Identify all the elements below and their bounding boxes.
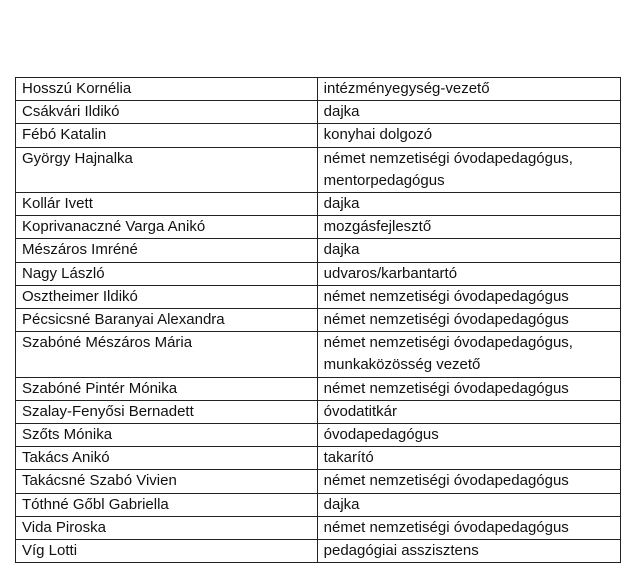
staff-name-cell: Koprivanaczné Varga Anikó: [16, 216, 318, 239]
table-row: [16, 262, 621, 285]
table-row: [16, 193, 621, 216]
table-row: [16, 147, 621, 192]
staff-role-cell: dajka: [317, 193, 620, 216]
staff-name-cell: Csákvári Ildikó: [16, 101, 318, 124]
staff-table-body: [16, 78, 621, 563]
table-row: [16, 400, 621, 423]
staff-name-cell: Tóthné Gőbl Gabriella: [16, 493, 318, 516]
table-row: [16, 309, 621, 332]
staff-role-cell: német nemzetiségi óvodapedagógus, mentorpedagógus: [317, 147, 620, 192]
staff-role-cell: német nemzetiségi óvodapedagógus: [317, 470, 620, 493]
staff-name-cell: Szőts Mónika: [16, 424, 318, 447]
staff-name-cell: Szabóné Pintér Mónika: [16, 377, 318, 400]
staff-role-cell: német nemzetiségi óvodapedagógus: [317, 309, 620, 332]
staff-role-cell: intézményegység-vezető: [317, 78, 620, 101]
staff-name-cell: Szalay-Fenyősi Bernadett: [16, 400, 318, 423]
table-row: [16, 124, 621, 147]
staff-role-cell: konyhai dolgozó: [317, 124, 620, 147]
table-row: [16, 78, 621, 101]
table-row: [16, 332, 621, 377]
table-row: [16, 377, 621, 400]
table-row: [16, 239, 621, 262]
table-row: [16, 216, 621, 239]
staff-name-cell: Takács Anikó: [16, 447, 318, 470]
staff-name-cell: Nagy László: [16, 262, 318, 285]
table-row: [16, 493, 621, 516]
staff-name-cell: Szabóné Mészáros Mária: [16, 332, 318, 377]
staff-role-cell: mozgásfejlesztő: [317, 216, 620, 239]
staff-name-cell: György Hajnalka: [16, 147, 318, 192]
staff-role-cell: német nemzetiségi óvodapedagógus: [317, 516, 620, 539]
staff-role-cell: pedagógiai asszisztens: [317, 540, 620, 563]
staff-role-cell: német nemzetiségi óvodapedagógus: [317, 377, 620, 400]
staff-role-cell: német nemzetiségi óvodapedagógus, munkaközösség vezető: [317, 332, 620, 377]
table-row: [16, 424, 621, 447]
staff-role-cell: dajka: [317, 239, 620, 262]
staff-role-cell: dajka: [317, 493, 620, 516]
staff-name-cell: Víg Lotti: [16, 540, 318, 563]
table-row: [16, 285, 621, 308]
staff-role-cell: takarító: [317, 447, 620, 470]
staff-name-cell: Pécsicsné Baranyai Alexandra: [16, 309, 318, 332]
staff-name-cell: Hosszú Kornélia: [16, 78, 318, 101]
table-row: [16, 470, 621, 493]
staff-role-cell: óvodapedagógus: [317, 424, 620, 447]
table-row: [16, 101, 621, 124]
staff-name-cell: Takácsné Szabó Vivien: [16, 470, 318, 493]
table-row: [16, 447, 621, 470]
table-row: [16, 516, 621, 539]
staff-role-cell: óvodatitkár: [317, 400, 620, 423]
table-row: [16, 540, 621, 563]
staff-name-cell: Mészáros Imréné: [16, 239, 318, 262]
staff-table: [15, 77, 621, 563]
staff-name-cell: Kollár Ivett: [16, 193, 318, 216]
staff-name-cell: Vida Piroska: [16, 516, 318, 539]
staff-name-cell: Fébó Katalin: [16, 124, 318, 147]
staff-role-cell: udvaros/karbantartó: [317, 262, 620, 285]
staff-name-cell: Osztheimer Ildikó: [16, 285, 318, 308]
staff-role-cell: német nemzetiségi óvodapedagógus: [317, 285, 620, 308]
staff-role-cell: dajka: [317, 101, 620, 124]
